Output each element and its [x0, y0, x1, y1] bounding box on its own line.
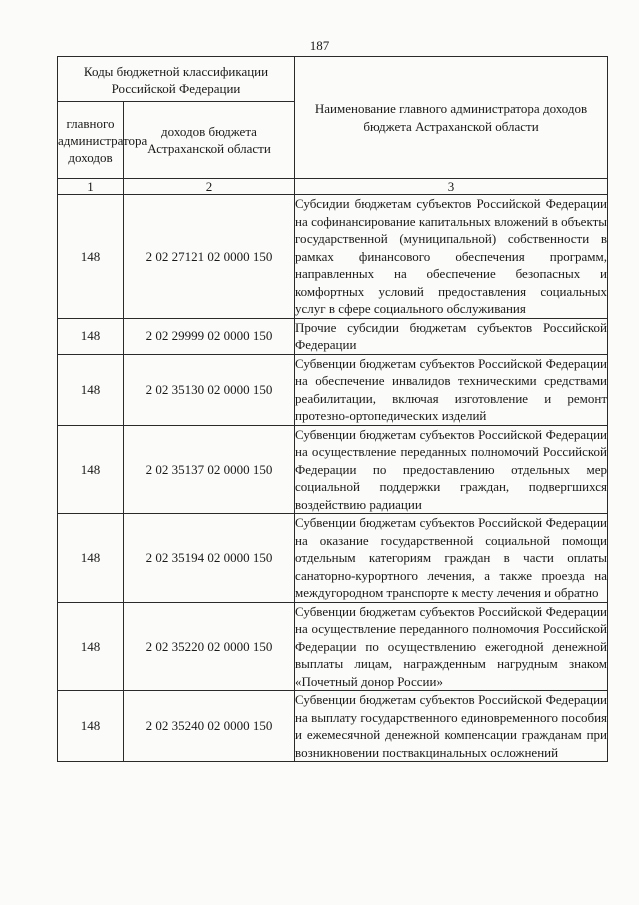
- table-row: [58, 602, 608, 691]
- admin-code-cell: 148: [58, 514, 124, 603]
- income-code-cell: 2 02 27121 02 0000 150: [124, 195, 295, 319]
- income-name-cell: Субвенции бюджетам субъектов Российской Федерации на выплату государственного единовременного пособия и ежемесячной денежной компенсации гражданам при возникновении поствакцинальных осложнений: [295, 692, 608, 760]
- column-number: 3: [295, 179, 608, 195]
- table-row: [58, 425, 608, 514]
- column-number: 1: [58, 179, 124, 195]
- table-row: [58, 354, 608, 425]
- column-number-row: [58, 179, 608, 195]
- header-budget-codes: Коды бюджетной классификации Российской Федерации: [58, 57, 295, 102]
- header-main-administrator: главного администратора доходов: [58, 102, 124, 179]
- page-number: 187: [309, 38, 330, 53]
- income-name-cell: Субвенции бюджетам субъектов Российской Федерации на обеспечение инвалидов техническими средствами реабилитации, включая изготовление и ремонт протезно-ортопедических изделий: [295, 355, 608, 423]
- admin-code-cell: 148: [58, 691, 124, 762]
- column-number: 2: [124, 179, 295, 195]
- admin-code-cell: 148: [58, 195, 124, 319]
- income-code-cell: 2 02 35194 02 0000 150: [124, 514, 295, 603]
- income-code-cell: 2 02 35137 02 0000 150: [124, 425, 295, 514]
- income-code-cell: 2 02 35220 02 0000 150: [124, 602, 295, 691]
- income-name-cell: Субвенции бюджетам субъектов Российской Федерации на оказание государственной социальной помощи отдельным категориям граждан в части оплаты санаторно-курортного лечения, а также проезда на междугородном транспорте к месту лечения и обратно: [295, 515, 608, 600]
- admin-code-cell: 148: [58, 318, 124, 354]
- header-budget-income: доходов бюджета Астраханской области: [124, 102, 295, 179]
- admin-code-cell: 148: [58, 602, 124, 691]
- budget-classification-table: [57, 56, 608, 762]
- income-code-cell: 2 02 29999 02 0000 150: [124, 318, 295, 354]
- table-row: [58, 195, 608, 319]
- income-code-cell: 2 02 35240 02 0000 150: [124, 691, 295, 762]
- admin-code-cell: 148: [58, 354, 124, 425]
- admin-code-cell: 148: [58, 425, 124, 514]
- income-name-cell: Прочие субсидии бюджетам субъектов Российской Федерации: [295, 319, 608, 352]
- income-name-cell: Субвенции бюджетам субъектов Российской Федерации на осуществление переданных полномочий Российской Федерации по предоставлению отдельных мер социальной поддержки граждан, подвергшихся воздействию радиации: [295, 426, 608, 512]
- income-name-cell: Субсидии бюджетам субъектов Российской Федерации на софинансирование капитальных вложений в объекты государственной (муниципальной) собственности в рамках финансового обеспечения программ, направленных на обеспечение безопасных и комфортных условий предоставления социальных услуг в сфере социального обслуживания: [295, 196, 608, 316]
- header-administrator-name: Наименование главного администратора доходов бюджета Астраханской области: [295, 57, 608, 179]
- income-code-cell: 2 02 35130 02 0000 150: [124, 354, 295, 425]
- table-row: [58, 318, 608, 354]
- table-row: [58, 691, 608, 762]
- table-row: [58, 514, 608, 603]
- income-name-cell: Субвенции бюджетам субъектов Российской Федерации на осуществление переданного полномочия Российской Федерации по осуществлению ежегодной денежной выплаты лицам, награжденным нагрудным знаком «Почетный донор России»: [295, 603, 608, 689]
